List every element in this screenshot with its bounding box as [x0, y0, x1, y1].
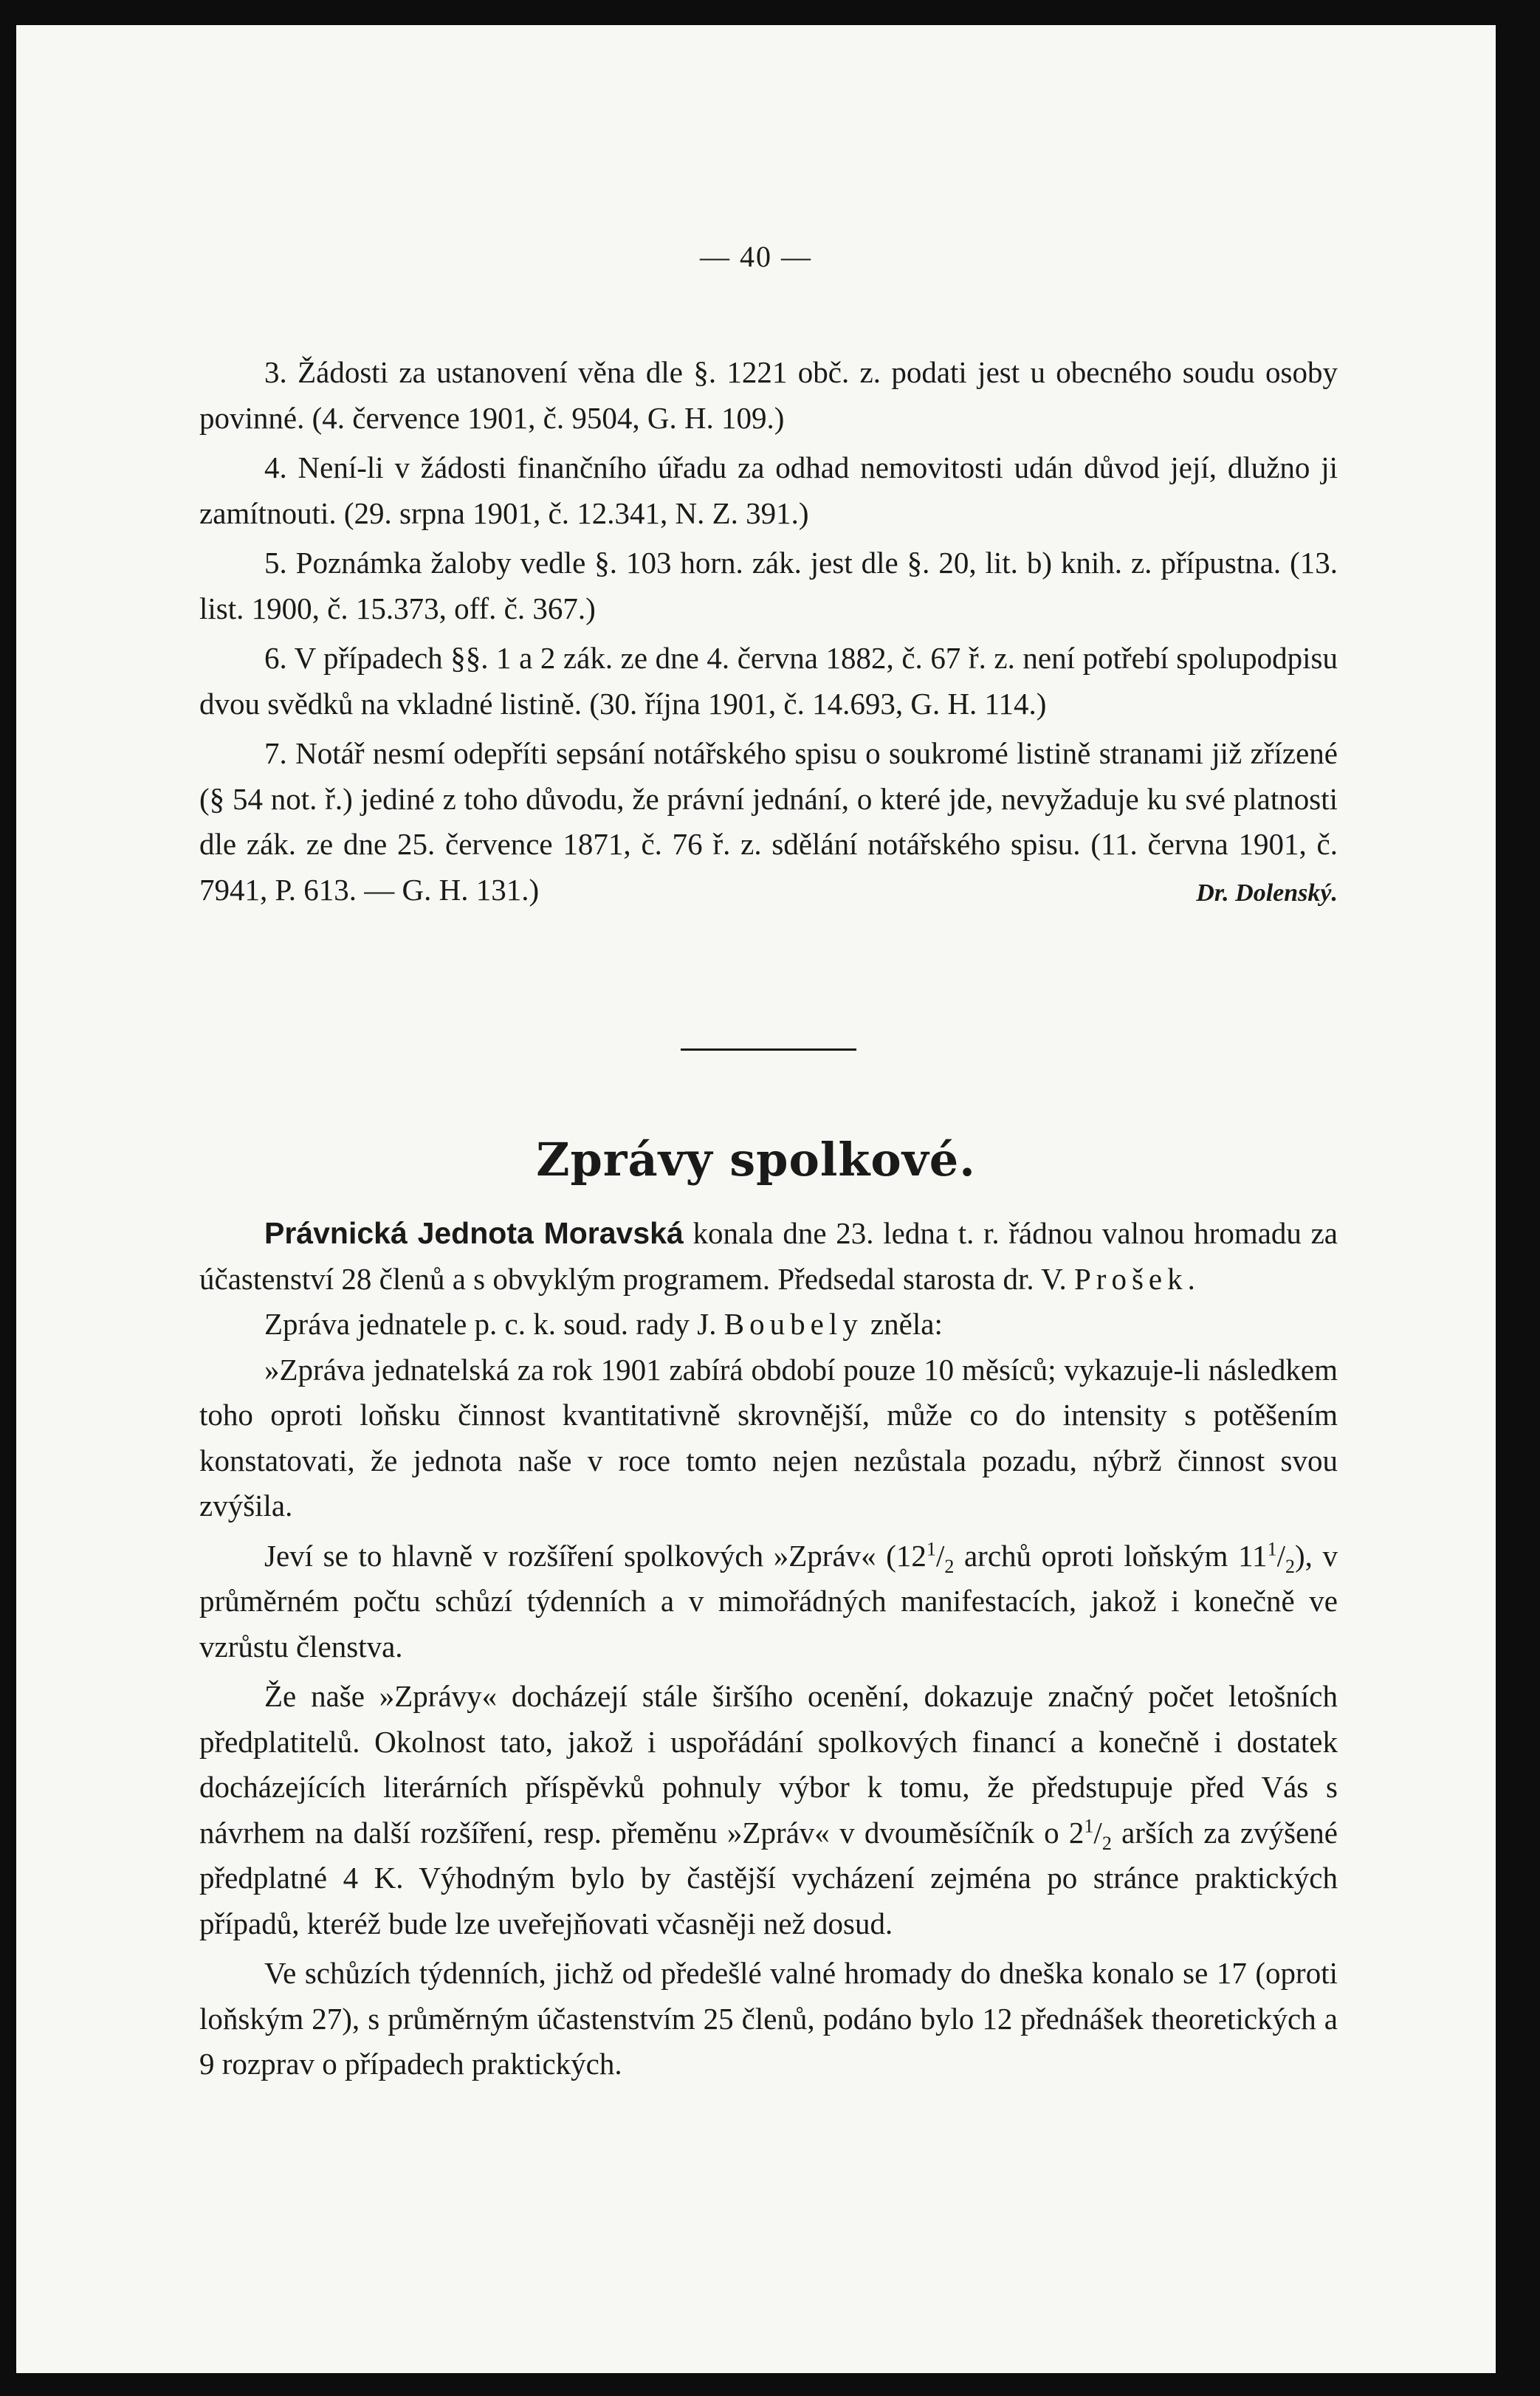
decision-item-5: 5. Poznámka žaloby vedle §. 103 horn. zák. jest dle §. 20, lit. b) knih. z. přípustna. (13. list. 1900, č. 15.373, off. č. 367.): [199, 546, 1338, 625]
section-heading: Zprávy spolkové.: [536, 1133, 976, 1187]
report-paragraph-1: »Zpráva jednatelská za rok 1901 zabírá období pouze 10 měsíců; vykazuje-li následkem toho oproti loňsku činnost kvantitativně skrovnější, může co do intensity s potěšením konstatovati, že jednota naše v roce tomto nejen nezůstala pozadu, nýbrž činnost svou zvýšila.: [199, 1352, 1338, 1523]
report-intro-paragraph: Zpráva jednatele p. c. k. soud. rady J. Boubely zněla:: [264, 1307, 943, 1341]
decision-item-4: 4. Není-li v žádosti finančního úřadu za odhad nemovitosti udán důvod její, dlužno ji zamítnouti. (29. srpna 1901, č. 12.341, N. Z. 391.): [199, 450, 1338, 530]
decision-item-3: 3. Žádosti za ustanovení věna dle §. 1221 obč. z. podati jest u obecného soudu osoby povinné. (4. července 1901, č. 9504, G. H. 109.): [199, 355, 1338, 435]
author-signature: Dr. Dolenský.: [1196, 879, 1338, 907]
association-news: [199, 1211, 1338, 2087]
decision-item-6: 6. V případech §§. 1 a 2 zák. ze dne 4. června 1882, č. 67 ř. z. není potřebí spolupodpisu dvou svědků na vkladné listině. (30. října 1901, č. 14.693, G. H. 114.): [199, 641, 1338, 721]
meeting-intro-paragraph: Právnická Jednota Moravská konala dne 23. ledna t. r. řádnou valnou hromadu za účastenství 28 členů a s obvyklým programem. Předsedal starosta dr. V. Prošek.: [199, 1216, 1338, 1296]
decision-item-7: [199, 731, 1338, 913]
section-divider: [681, 1048, 856, 1051]
page-number: — 40 —: [700, 240, 812, 273]
secretary-name: Boubely: [723, 1307, 863, 1341]
decisions-list: [199, 350, 1338, 916]
report-paragraph-proposal: Že naše »Zprávy« docházejí stále širšího ocenění, dokazuje značný počet letošních předplatitelů. Okolnost tato, jakož i uspořádání spolkových financí a konečně i dostatek docházejících literárních příspěvků pohnuly výbor k tomu, že předstupuje před Vás s návrhem na další rozšíření, resp. přeměnu »Zpráv« v dvouměsíčník o $2^1/_2$ arších za zvýšené předplatné 4 K. Výhodným bylo by častější vycházení zejména po stránce praktických případů, kteréž bude lze uveřejňovati včasněji než dosud.: [199, 1679, 1338, 1940]
chair-name: Prošek: [1074, 1261, 1188, 1296]
decision-item-7-text: 7. Notář nesmí odepříti sepsání notářského spisu o soukromé listině stranami již zřízené (§ 54 not. ř.) jediné z toho důvodu, že právní jednání, o které jde, nevyžaduje ku své platnosti dle zák. ze dne 25. července 1871, č. 76 ř. z. sdělání notářského spisu. (11. června 1901, č. 7941, P. 613. — G. H. 131.): [199, 736, 1338, 907]
organization-name: Právnická Jednota Moravská: [264, 1216, 684, 1250]
report-paragraph-meetings: Ve schůzích týdenních, jichž od předešlé valné hromady do dneška konalo se 17 (oproti loňským 27), s průměrným účastenstvím 25 členů, podáno bylo 12 přednášek theoretických a 9 rozprav o případech praktických.: [199, 1956, 1338, 2081]
report-paragraph-growth: Jeví se to hlavně v rozšíření spolkových »Zpráv« ($12^1/_2$ archů oproti loňským $11^1/_2$), v průměrném počtu schůzí týdenních a v mimořádných manifestacích, jakož i konečně ve vzrůstu členstva.: [199, 1537, 1338, 1664]
document-page: [16, 25, 1496, 2373]
